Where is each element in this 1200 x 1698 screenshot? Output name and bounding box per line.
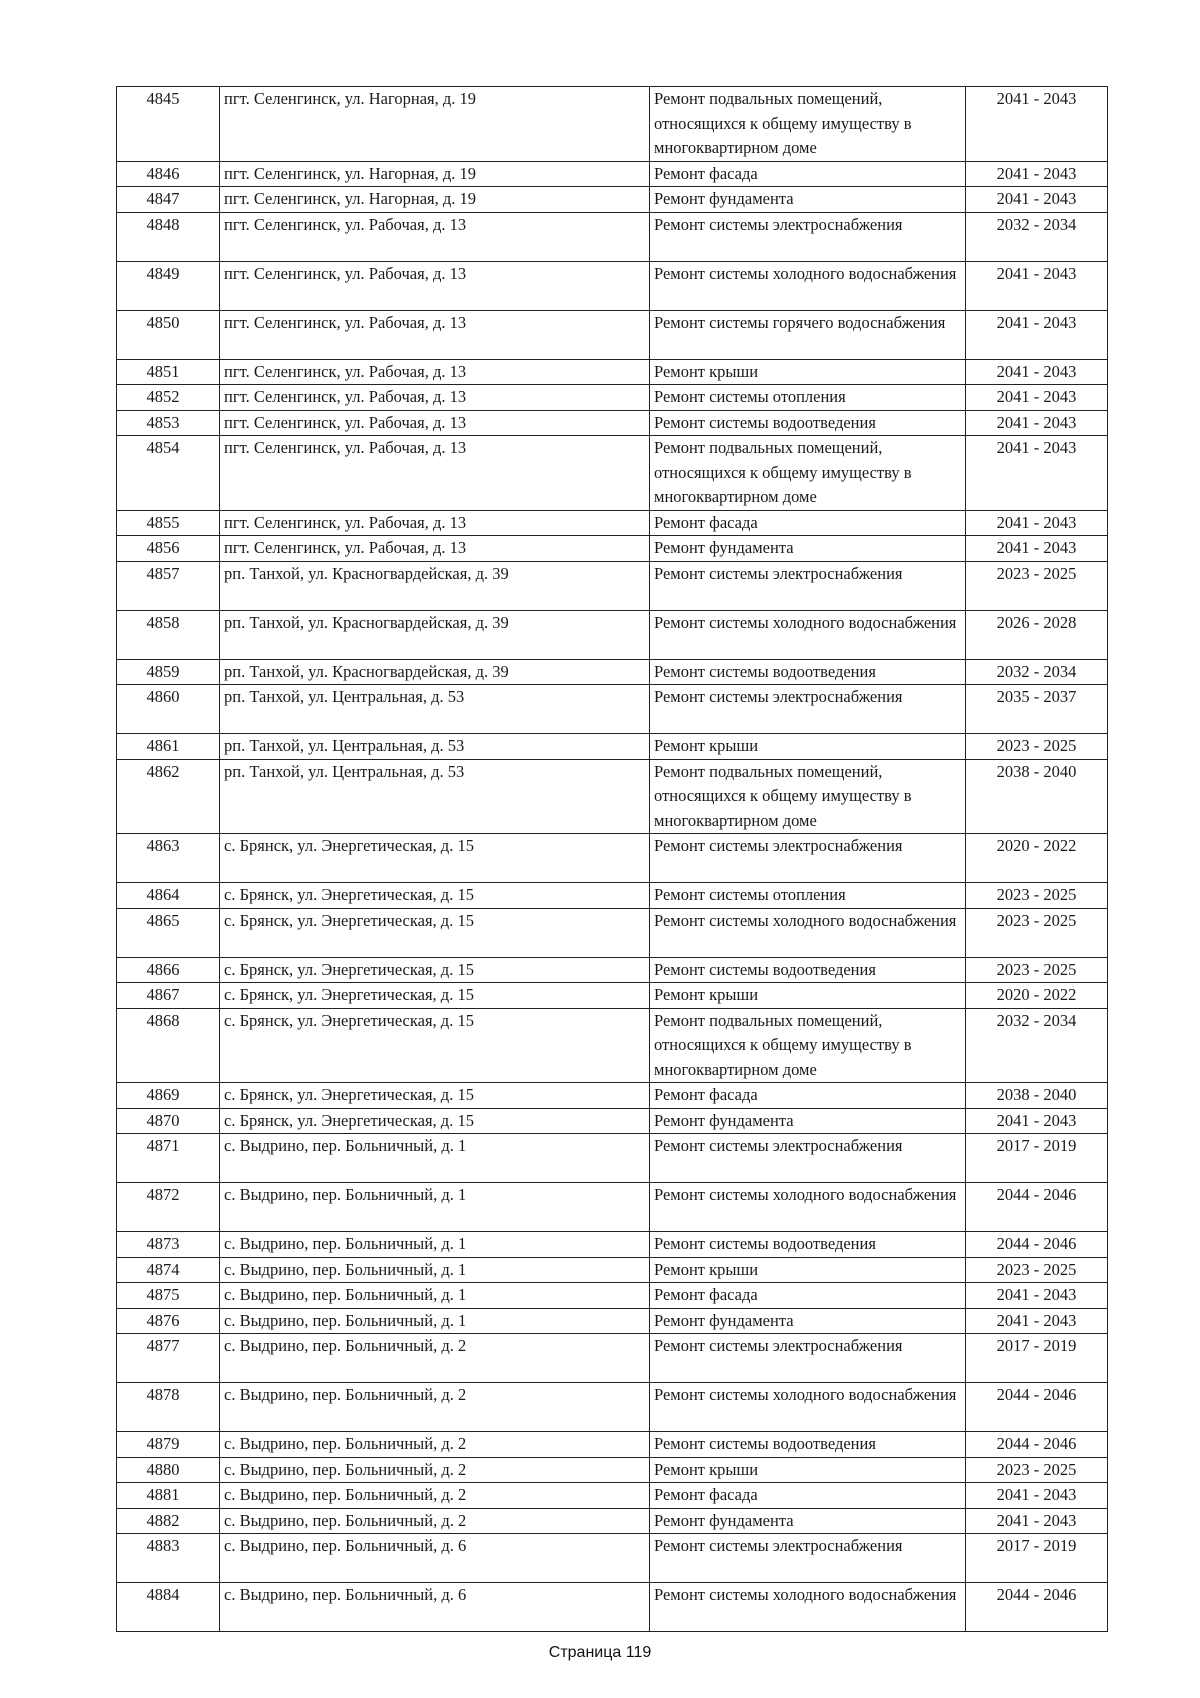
row-number: 4859 — [117, 659, 220, 685]
row-number: 4877 — [117, 1334, 220, 1383]
work-type-cell: Ремонт системы электроснабжения — [650, 685, 966, 734]
row-number: 4845 — [117, 87, 220, 162]
period-cell: 2017 - 2019 — [966, 1534, 1108, 1583]
table-row — [117, 1008, 1108, 1083]
address-cell: с. Брянск, ул. Энергетическая, д. 15 — [220, 957, 650, 983]
period-cell: 2041 - 2043 — [966, 261, 1108, 310]
address-cell: пгт. Селенгинск, ул. Нагорная, д. 19 — [220, 187, 650, 213]
work-type-cell: Ремонт системы электроснабжения — [650, 1134, 966, 1183]
row-number: 4872 — [117, 1183, 220, 1232]
period-cell: 2023 - 2025 — [966, 561, 1108, 610]
table-row — [117, 834, 1108, 883]
row-number: 4857 — [117, 561, 220, 610]
row-number: 4874 — [117, 1257, 220, 1283]
work-type-cell: Ремонт системы холодного водоснабжения — [650, 610, 966, 659]
repair-schedule-table — [116, 86, 1108, 1632]
work-type-cell: Ремонт подвальных помещений, относящихся к общему имуществу в многоквартирном доме — [650, 436, 966, 511]
row-number: 4860 — [117, 685, 220, 734]
work-type-cell: Ремонт фундамента — [650, 1508, 966, 1534]
row-number: 4848 — [117, 212, 220, 261]
work-type-cell: Ремонт системы электроснабжения — [650, 561, 966, 610]
row-number: 4863 — [117, 834, 220, 883]
address-cell: пгт. Селенгинск, ул. Рабочая, д. 13 — [220, 436, 650, 511]
work-type-cell: Ремонт крыши — [650, 1457, 966, 1483]
period-cell: 2041 - 2043 — [966, 87, 1108, 162]
period-cell: 2023 - 2025 — [966, 908, 1108, 957]
address-cell: пгт. Селенгинск, ул. Нагорная, д. 19 — [220, 87, 650, 162]
address-cell: рп. Танхой, ул. Центральная, д. 53 — [220, 685, 650, 734]
table-row — [117, 385, 1108, 411]
period-cell: 2023 - 2025 — [966, 957, 1108, 983]
period-cell: 2017 - 2019 — [966, 1334, 1108, 1383]
row-number: 4850 — [117, 310, 220, 359]
period-cell: 2041 - 2043 — [966, 536, 1108, 562]
period-cell: 2044 - 2046 — [966, 1432, 1108, 1458]
work-type-cell: Ремонт системы водоотведения — [650, 1232, 966, 1258]
address-cell: рп. Танхой, ул. Красногвардейская, д. 39 — [220, 561, 650, 610]
table-row — [117, 212, 1108, 261]
table-row — [117, 1308, 1108, 1334]
work-type-cell: Ремонт крыши — [650, 1257, 966, 1283]
table-row — [117, 1257, 1108, 1283]
row-number: 4866 — [117, 957, 220, 983]
work-type-cell: Ремонт фасада — [650, 1483, 966, 1509]
work-type-cell: Ремонт крыши — [650, 734, 966, 760]
row-number: 4882 — [117, 1508, 220, 1534]
table-row — [117, 1383, 1108, 1432]
work-type-cell: Ремонт системы холодного водоснабжения — [650, 908, 966, 957]
table-row — [117, 1334, 1108, 1383]
address-cell: с. Выдрино, пер. Больничный, д. 2 — [220, 1508, 650, 1534]
table-body — [117, 87, 1108, 1632]
address-cell: с. Выдрино, пер. Больничный, д. 2 — [220, 1457, 650, 1483]
work-type-cell: Ремонт фундамента — [650, 1308, 966, 1334]
work-type-cell: Ремонт системы водоотведения — [650, 659, 966, 685]
period-cell: 2038 - 2040 — [966, 759, 1108, 834]
row-number: 4881 — [117, 1483, 220, 1509]
work-type-cell: Ремонт фасада — [650, 510, 966, 536]
address-cell: с. Брянск, ул. Энергетическая, д. 15 — [220, 1008, 650, 1083]
table-row — [117, 561, 1108, 610]
table-row — [117, 1432, 1108, 1458]
address-cell: с. Выдрино, пер. Больничный, д. 6 — [220, 1534, 650, 1583]
table-row — [117, 734, 1108, 760]
address-cell: с. Выдрино, пер. Больничный, д. 2 — [220, 1432, 650, 1458]
row-number: 4883 — [117, 1534, 220, 1583]
address-cell: с. Выдрино, пер. Больничный, д. 2 — [220, 1383, 650, 1432]
period-cell: 2044 - 2046 — [966, 1583, 1108, 1632]
address-cell: с. Выдрино, пер. Больничный, д. 1 — [220, 1232, 650, 1258]
table-row — [117, 659, 1108, 685]
period-cell: 2041 - 2043 — [966, 1108, 1108, 1134]
table-row — [117, 310, 1108, 359]
period-cell: 2041 - 2043 — [966, 385, 1108, 411]
address-cell: с. Выдрино, пер. Больничный, д. 2 — [220, 1334, 650, 1383]
table-row — [117, 610, 1108, 659]
table-row — [117, 1457, 1108, 1483]
period-cell: 2023 - 2025 — [966, 1457, 1108, 1483]
table-row — [117, 883, 1108, 909]
period-cell: 2041 - 2043 — [966, 161, 1108, 187]
period-cell: 2041 - 2043 — [966, 436, 1108, 511]
row-number: 4884 — [117, 1583, 220, 1632]
period-cell: 2020 - 2022 — [966, 834, 1108, 883]
table-row — [117, 1283, 1108, 1309]
period-cell: 2041 - 2043 — [966, 1283, 1108, 1309]
row-number: 4878 — [117, 1383, 220, 1432]
work-type-cell: Ремонт системы холодного водоснабжения — [650, 1183, 966, 1232]
address-cell: с. Выдрино, пер. Больничный, д. 1 — [220, 1134, 650, 1183]
row-number: 4879 — [117, 1432, 220, 1458]
work-type-cell: Ремонт фундамента — [650, 1108, 966, 1134]
work-type-cell: Ремонт системы водоотведения — [650, 957, 966, 983]
period-cell: 2041 - 2043 — [966, 410, 1108, 436]
work-type-cell: Ремонт системы холодного водоснабжения — [650, 1383, 966, 1432]
row-number: 4862 — [117, 759, 220, 834]
table-row — [117, 187, 1108, 213]
row-number: 4876 — [117, 1308, 220, 1334]
address-cell: с. Выдрино, пер. Больничный, д. 1 — [220, 1283, 650, 1309]
work-type-cell: Ремонт фасада — [650, 1283, 966, 1309]
table-row — [117, 436, 1108, 511]
address-cell: с. Выдрино, пер. Больничный, д. 1 — [220, 1183, 650, 1232]
address-cell: с. Брянск, ул. Энергетическая, д. 15 — [220, 1083, 650, 1109]
row-number: 4869 — [117, 1083, 220, 1109]
table-row — [117, 1483, 1108, 1509]
work-type-cell: Ремонт фасада — [650, 161, 966, 187]
row-number: 4870 — [117, 1108, 220, 1134]
period-cell: 2044 - 2046 — [966, 1183, 1108, 1232]
work-type-cell: Ремонт системы электроснабжения — [650, 1534, 966, 1583]
table-row — [117, 161, 1108, 187]
row-number: 4867 — [117, 983, 220, 1009]
address-cell: пгт. Селенгинск, ул. Рабочая, д. 13 — [220, 359, 650, 385]
address-cell: с. Брянск, ул. Энергетическая, д. 15 — [220, 834, 650, 883]
address-cell: с. Брянск, ул. Энергетическая, д. 15 — [220, 1108, 650, 1134]
work-type-cell: Ремонт системы водоотведения — [650, 1432, 966, 1458]
table-row — [117, 1583, 1108, 1632]
work-type-cell: Ремонт фундамента — [650, 187, 966, 213]
period-cell: 2017 - 2019 — [966, 1134, 1108, 1183]
row-number: 4875 — [117, 1283, 220, 1309]
table-row — [117, 1534, 1108, 1583]
period-cell: 2035 - 2037 — [966, 685, 1108, 734]
address-cell: с. Выдрино, пер. Больничный, д. 2 — [220, 1483, 650, 1509]
table-row — [117, 1083, 1108, 1109]
row-number: 4865 — [117, 908, 220, 957]
row-number: 4864 — [117, 883, 220, 909]
period-cell: 2041 - 2043 — [966, 187, 1108, 213]
table-row — [117, 536, 1108, 562]
work-type-cell: Ремонт системы электроснабжения — [650, 834, 966, 883]
work-type-cell: Ремонт фасада — [650, 1083, 966, 1109]
work-type-cell: Ремонт системы горячего водоснабжения — [650, 310, 966, 359]
period-cell: 2038 - 2040 — [966, 1083, 1108, 1109]
period-cell: 2026 - 2028 — [966, 610, 1108, 659]
address-cell: пгт. Селенгинск, ул. Рабочая, д. 13 — [220, 510, 650, 536]
row-number: 4847 — [117, 187, 220, 213]
row-number: 4868 — [117, 1008, 220, 1083]
address-cell: пгт. Селенгинск, ул. Нагорная, д. 19 — [220, 161, 650, 187]
table-row — [117, 1232, 1108, 1258]
row-number: 4880 — [117, 1457, 220, 1483]
table-row — [117, 510, 1108, 536]
period-cell: 2041 - 2043 — [966, 1308, 1108, 1334]
address-cell: с. Брянск, ул. Энергетическая, д. 15 — [220, 908, 650, 957]
address-cell: рп. Танхой, ул. Центральная, д. 53 — [220, 759, 650, 834]
row-number: 4856 — [117, 536, 220, 562]
row-number: 4858 — [117, 610, 220, 659]
row-number: 4853 — [117, 410, 220, 436]
period-cell: 2044 - 2046 — [966, 1232, 1108, 1258]
row-number: 4852 — [117, 385, 220, 411]
work-type-cell: Ремонт системы электроснабжения — [650, 212, 966, 261]
address-cell: с. Брянск, ул. Энергетическая, д. 15 — [220, 883, 650, 909]
address-cell: с. Выдрино, пер. Больничный, д. 6 — [220, 1583, 650, 1632]
row-number: 4846 — [117, 161, 220, 187]
table-row — [117, 1134, 1108, 1183]
table-row — [117, 1508, 1108, 1534]
work-type-cell: Ремонт системы холодного водоснабжения — [650, 261, 966, 310]
work-type-cell: Ремонт подвальных помещений, относящихся к общему имуществу в многоквартирном доме — [650, 87, 966, 162]
address-cell: с. Выдрино, пер. Больничный, д. 1 — [220, 1308, 650, 1334]
period-cell: 2023 - 2025 — [966, 734, 1108, 760]
address-cell: пгт. Селенгинск, ул. Рабочая, д. 13 — [220, 385, 650, 411]
address-cell: пгт. Селенгинск, ул. Рабочая, д. 13 — [220, 410, 650, 436]
page-number: Страница 119 — [548, 1644, 652, 1661]
table-row — [117, 359, 1108, 385]
period-cell: 2041 - 2043 — [966, 359, 1108, 385]
table-row — [117, 410, 1108, 436]
work-type-cell: Ремонт фундамента — [650, 536, 966, 562]
work-type-cell: Ремонт системы холодного водоснабжения — [650, 1583, 966, 1632]
address-cell: пгт. Селенгинск, ул. Рабочая, д. 13 — [220, 310, 650, 359]
address-cell: пгт. Селенгинск, ул. Рабочая, д. 13 — [220, 212, 650, 261]
address-cell: с. Брянск, ул. Энергетическая, д. 15 — [220, 983, 650, 1009]
table-row — [117, 87, 1108, 162]
work-type-cell: Ремонт системы водоотведения — [650, 410, 966, 436]
address-cell: с. Выдрино, пер. Больничный, д. 1 — [220, 1257, 650, 1283]
row-number: 4851 — [117, 359, 220, 385]
work-type-cell: Ремонт подвальных помещений, относящихся к общему имуществу в многоквартирном доме — [650, 759, 966, 834]
table-row — [117, 685, 1108, 734]
work-type-cell: Ремонт подвальных помещений, относящихся к общему имуществу в многоквартирном доме — [650, 1008, 966, 1083]
address-cell: рп. Танхой, ул. Центральная, д. 53 — [220, 734, 650, 760]
work-type-cell: Ремонт крыши — [650, 983, 966, 1009]
row-number: 4849 — [117, 261, 220, 310]
period-cell: 2041 - 2043 — [966, 310, 1108, 359]
table-row — [117, 261, 1108, 310]
address-cell: пгт. Селенгинск, ул. Рабочая, д. 13 — [220, 536, 650, 562]
table-row — [117, 957, 1108, 983]
table-row — [117, 983, 1108, 1009]
table-row — [117, 908, 1108, 957]
row-number: 4861 — [117, 734, 220, 760]
work-type-cell: Ремонт системы отопления — [650, 883, 966, 909]
period-cell: 2032 - 2034 — [966, 212, 1108, 261]
period-cell: 2041 - 2043 — [966, 1483, 1108, 1509]
row-number: 4871 — [117, 1134, 220, 1183]
period-cell: 2041 - 2043 — [966, 510, 1108, 536]
period-cell: 2032 - 2034 — [966, 659, 1108, 685]
address-cell: рп. Танхой, ул. Красногвардейская, д. 39 — [220, 659, 650, 685]
period-cell: 2023 - 2025 — [966, 1257, 1108, 1283]
row-number: 4873 — [117, 1232, 220, 1258]
row-number: 4855 — [117, 510, 220, 536]
period-cell: 2023 - 2025 — [966, 883, 1108, 909]
address-cell: рп. Танхой, ул. Красногвардейская, д. 39 — [220, 610, 650, 659]
table-row — [117, 1108, 1108, 1134]
period-cell: 2032 - 2034 — [966, 1008, 1108, 1083]
work-type-cell: Ремонт системы отопления — [650, 385, 966, 411]
table-row — [117, 759, 1108, 834]
table-row — [117, 1183, 1108, 1232]
period-cell: 2044 - 2046 — [966, 1383, 1108, 1432]
row-number: 4854 — [117, 436, 220, 511]
period-cell: 2041 - 2043 — [966, 1508, 1108, 1534]
period-cell: 2020 - 2022 — [966, 983, 1108, 1009]
work-type-cell: Ремонт системы электроснабжения — [650, 1334, 966, 1383]
address-cell: пгт. Селенгинск, ул. Рабочая, д. 13 — [220, 261, 650, 310]
work-type-cell: Ремонт крыши — [650, 359, 966, 385]
